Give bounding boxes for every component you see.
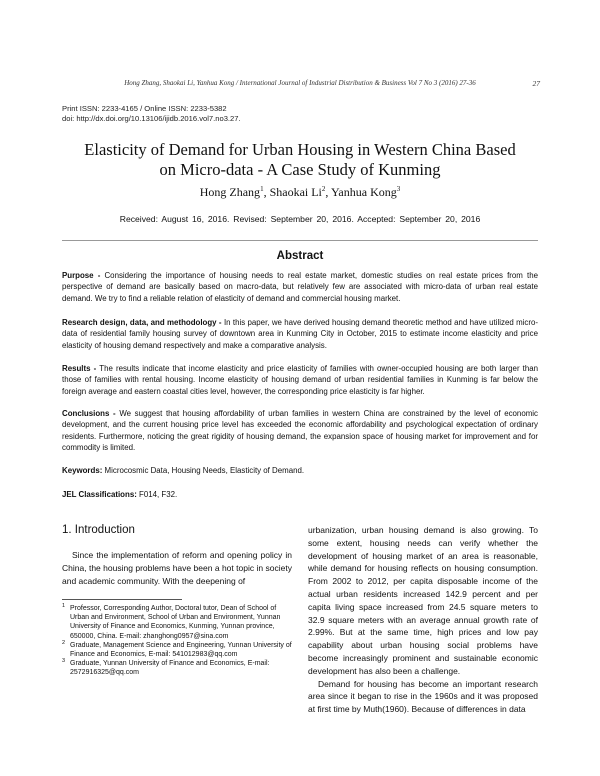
conclusions-label: Conclusions - (62, 409, 120, 418)
footnote (62, 659, 294, 677)
intro-left-paragraph: Since the implementation of reform and opening policy in China, the housing problems have been a hot topic in society and academic community. With the deepening of (62, 550, 292, 586)
footnote-mark: 2 (62, 639, 66, 646)
intro-right-paragraph-1: urbanization, urban housing demand is also growing. To some extent, housing needs can verify whether the development of housing market of an area is reasonable, while demand for housing reflects on housing consumption. From 2002 to 2012, per capita disposable income of the actual urban residents increased 142.9 percent and per capita living space increased from 24.5 square meters to 32.9 square meters with an average annual growth rate of 2.99%. But at the same time, high prices and low pay capability about urban housing social problems have become increasingly prominent and sustainable economic development has also been a challenge. (308, 525, 538, 676)
conclusions-text: We suggest that housing affordability of urban families in western China are constrained by the level of economic development, and the current housing price level has exceeded the economic affordability and psychological expectation of ordinary residents. Furthermore, noticing the great rigidity of housing demand, the expansion space of housing market for improvement and for commodity is limited. (62, 409, 538, 452)
purpose-label: Purpose - (62, 271, 105, 280)
abstract-purpose (62, 270, 538, 304)
jel-classifications (62, 489, 538, 500)
footnote-text: Graduate, Management Science and Engineering, Yunnan University of Finance and Economics, E-mail: 541012983@qq.com (70, 641, 292, 659)
author-list: Hong Zhang$^1$, Shaokai Li$^2$, Yanhua Kong$^3$ (199, 185, 401, 199)
keywords (62, 465, 538, 476)
doi-line: doi: http://dx.doi.org/10.13106/ijidb.2016.vol7.no3.27. (62, 114, 241, 123)
author-mark: 1 (260, 185, 264, 193)
results-label: Results - (62, 364, 100, 373)
footnote (62, 641, 294, 659)
design-text: In this paper, we have derived housing demand theoretic method and have utilized micro-data of residential family housing survey of downtown area in Kunming City in October, 2015 to estimate income elasticity and price elasticity of housing demand respectively and make a comparative analysis. (62, 318, 538, 350)
purpose-text: Considering the importance of housing needs to real estate market, domestic studies on real estate prices from the perspective of demand are basically based on macro-data, but relatively few are associated with micro-data of urban real estate demand. We try to find a reliable relation of elasticity of demand and commercial housing market. (62, 271, 538, 303)
abstract-design (62, 317, 538, 351)
author-mark: 2 (321, 185, 326, 193)
title-line-2: on Micro-data - A Case Study of Kunming (159, 160, 441, 179)
issn-block (62, 104, 241, 124)
running-header: Hong Zhang, Shaokai Li, Yanhua Kong / International Journal of Industrial Distribution & Business Vol 7 No 3 (2016) 27-36 (124, 79, 476, 87)
footnote-text: Professor, Corresponding Author, Doctoral tutor, Dean of School of Urban and Environment, School of Urban and Environment, Yunnan University of Finance and Economics, Kunming, Yunnan province, 650000, China. E-mail: zhanghong0957@sina.com (70, 605, 281, 640)
footnote-mark: 1 (62, 603, 66, 609)
paper-title (60, 140, 540, 180)
footnotes (62, 604, 294, 678)
footnote-divider (62, 599, 182, 600)
author-name: Shaokai Li (269, 185, 322, 199)
received-dates: Received: August 16, 2016. Revised: September 20, 2016. Accepted: September 20, 2016 (119, 214, 481, 224)
results-text: The results indicate that income elasticity and price elasticity of families with owner-occupied housing are both larger than those of families with rental housing. Income elasticity of housing demand of urban residential families in Kunming is far below the foreign average and eastern coastal cities level, however, the corresponding price elasticity is far higher. (62, 364, 539, 396)
footnote-text: Graduate, Yunnan University of Finance and Economics, E-mail: 2572916325@qq.com (70, 660, 270, 677)
page-number: 27 (532, 79, 540, 88)
author-name: Yanhua Kong (330, 185, 397, 199)
jel-text: F014, F32. (139, 490, 178, 499)
keywords-label: Keywords: (62, 466, 105, 475)
issn-line: Print ISSN: 2233-4165 / Online ISSN: 2233-5382 (62, 104, 227, 113)
author-name: Hong Zhang (199, 185, 261, 199)
intro-right-paragraph-2: Demand for housing has become an important research area since it began to rise in the 1960s and it was proposed at first time by Muth(1960). Because of differences in data (308, 678, 538, 715)
footnote-mark: 3 (62, 658, 66, 665)
design-label: Research design, data, and methodology - (62, 318, 224, 327)
keywords-text: Microcosmic Data, Housing Needs, Elasticity of Demand. (104, 466, 305, 475)
author-mark: 3 (396, 185, 401, 193)
abstract-results (62, 363, 538, 397)
abstract-heading: Abstract (276, 250, 324, 262)
abstract-conclusions (62, 408, 538, 453)
jel-label: JEL Classifications: (62, 490, 140, 499)
section-heading-introduction: 1. Introduction (62, 524, 135, 536)
abstract-divider (62, 240, 538, 241)
footnote (62, 604, 294, 641)
title-line-1: Elasticity of Demand for Urban Housing in Western China Based (84, 140, 516, 159)
intro-right-column (308, 524, 538, 716)
